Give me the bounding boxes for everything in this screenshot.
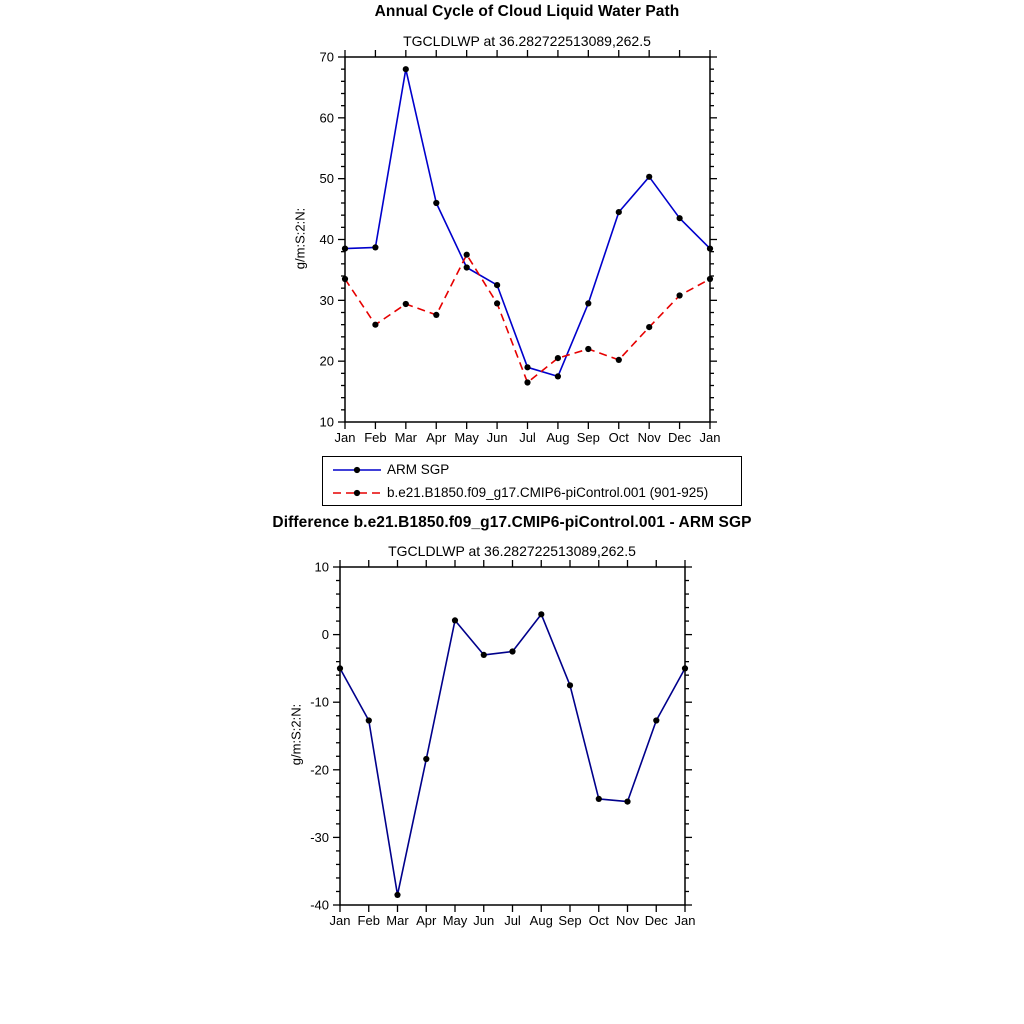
data-point: [464, 252, 470, 258]
x-tick-label: Jun: [473, 913, 495, 928]
y-tick-label: 10: [314, 559, 329, 575]
legend-item-model: [323, 481, 741, 504]
y-tick-label: 0: [321, 627, 329, 643]
series-line-0: [345, 69, 710, 376]
x-tick-label: Dec: [644, 913, 668, 928]
y-tick-label: -30: [310, 829, 329, 845]
chart-title: Annual Cycle of Cloud Liquid Water Path: [374, 3, 680, 20]
series-line-0: [340, 614, 685, 895]
data-point: [677, 215, 683, 221]
chart-title: Difference b.e21.B1850.f09_g17.CMIP6-piControl.001 - ARM SGP: [272, 514, 752, 531]
x-tick-label: Aug: [529, 913, 553, 928]
data-point: [555, 355, 561, 361]
data-point: [423, 756, 429, 762]
data-point: [646, 324, 652, 330]
y-tick-label: -40: [310, 897, 329, 913]
data-point: [707, 246, 713, 252]
chart-subtitle: TGCLDLWP at 36.282722513089,262.5: [403, 33, 651, 49]
x-tick-label: Jul: [519, 430, 536, 445]
x-tick-label: Feb: [357, 913, 380, 928]
x-tick-label: Jun: [486, 430, 508, 445]
x-tick-label: Jan: [699, 430, 721, 445]
y-tick-label: 70: [319, 49, 334, 65]
x-tick-label: Mar: [394, 430, 418, 445]
data-point: [585, 346, 591, 352]
legend-label-arm-sgp: ARM SGP: [387, 462, 450, 477]
y-tick-label: -10: [310, 694, 329, 710]
x-tick-label: May: [442, 913, 468, 928]
data-point: [452, 617, 458, 623]
x-tick-label: Jul: [504, 913, 521, 928]
data-point: [464, 264, 470, 270]
x-tick-label: Oct: [588, 913, 609, 928]
legend-sample-marker: [354, 466, 360, 472]
data-point: [494, 282, 500, 288]
data-point: [403, 66, 409, 72]
data-point: [677, 292, 683, 298]
y-tick-label: 60: [319, 110, 334, 126]
y-tick-label: 30: [319, 292, 334, 308]
y-tick-label: 40: [319, 232, 334, 247]
data-point: [494, 300, 500, 306]
y-tick-label: 20: [319, 353, 334, 369]
x-tick-label: Nov: [637, 430, 661, 445]
plot-area-difference: [0, 555, 1024, 935]
x-tick-label: Jan: [674, 913, 696, 928]
series-line-1: [345, 255, 710, 383]
data-point: [653, 717, 659, 723]
y-tick-label: -20: [310, 762, 329, 778]
data-point: [394, 892, 400, 898]
data-point: [567, 682, 573, 688]
plot-area-annual-cycle: [0, 0, 1024, 450]
data-point: [682, 665, 688, 671]
data-point: [616, 209, 622, 215]
legend-line-dashed-icon: [329, 485, 383, 501]
data-point: [342, 246, 348, 252]
x-tick-label: Feb: [364, 430, 387, 445]
y-tick-label: 10: [319, 414, 334, 430]
data-point: [538, 611, 544, 617]
legend-line-solid-icon: [329, 462, 383, 478]
data-point: [616, 357, 622, 363]
data-point: [524, 379, 530, 385]
legend-sample-marker: [354, 489, 360, 495]
data-point: [342, 276, 348, 282]
x-tick-label: Mar: [386, 913, 409, 928]
data-point: [433, 200, 439, 206]
data-point: [372, 322, 378, 328]
x-tick-label: Sep: [558, 913, 582, 928]
y-axis-label: g/m:S:2:N:: [288, 703, 304, 766]
chart-subtitle: TGCLDLWP at 36.282722513089,262.5: [388, 543, 636, 559]
legend-label-model: b.e21.B1850.f09_g17.CMIP6-piControl.001 (901-925): [387, 485, 709, 500]
x-tick-label: Aug: [546, 430, 570, 445]
data-point: [707, 276, 713, 282]
x-tick-label: Jan: [334, 430, 356, 445]
data-point: [596, 796, 602, 802]
data-point: [337, 665, 343, 671]
data-point: [585, 300, 591, 306]
x-tick-label: Sep: [576, 430, 600, 445]
data-point: [555, 373, 561, 379]
y-axis-label: g/m:S:2:N:: [292, 207, 308, 270]
data-point: [524, 364, 530, 370]
x-tick-label: Dec: [668, 430, 692, 445]
data-point: [366, 717, 372, 723]
data-point: [372, 244, 378, 250]
x-tick-label: Oct: [608, 430, 629, 445]
data-point: [403, 301, 409, 307]
x-tick-label: Nov: [615, 913, 640, 928]
data-point: [509, 648, 515, 654]
data-point: [646, 174, 652, 180]
legend: [322, 456, 742, 506]
legend-item-arm-sgp: [323, 458, 741, 481]
data-point: [624, 799, 630, 805]
x-tick-label: Apr: [416, 913, 437, 928]
y-tick-label: 50: [319, 171, 334, 187]
data-point: [433, 312, 439, 318]
x-tick-label: May: [454, 430, 479, 445]
x-tick-label: Jan: [329, 913, 351, 928]
data-point: [481, 652, 487, 658]
plot-frame: [340, 567, 685, 905]
x-tick-label: Apr: [426, 430, 447, 445]
